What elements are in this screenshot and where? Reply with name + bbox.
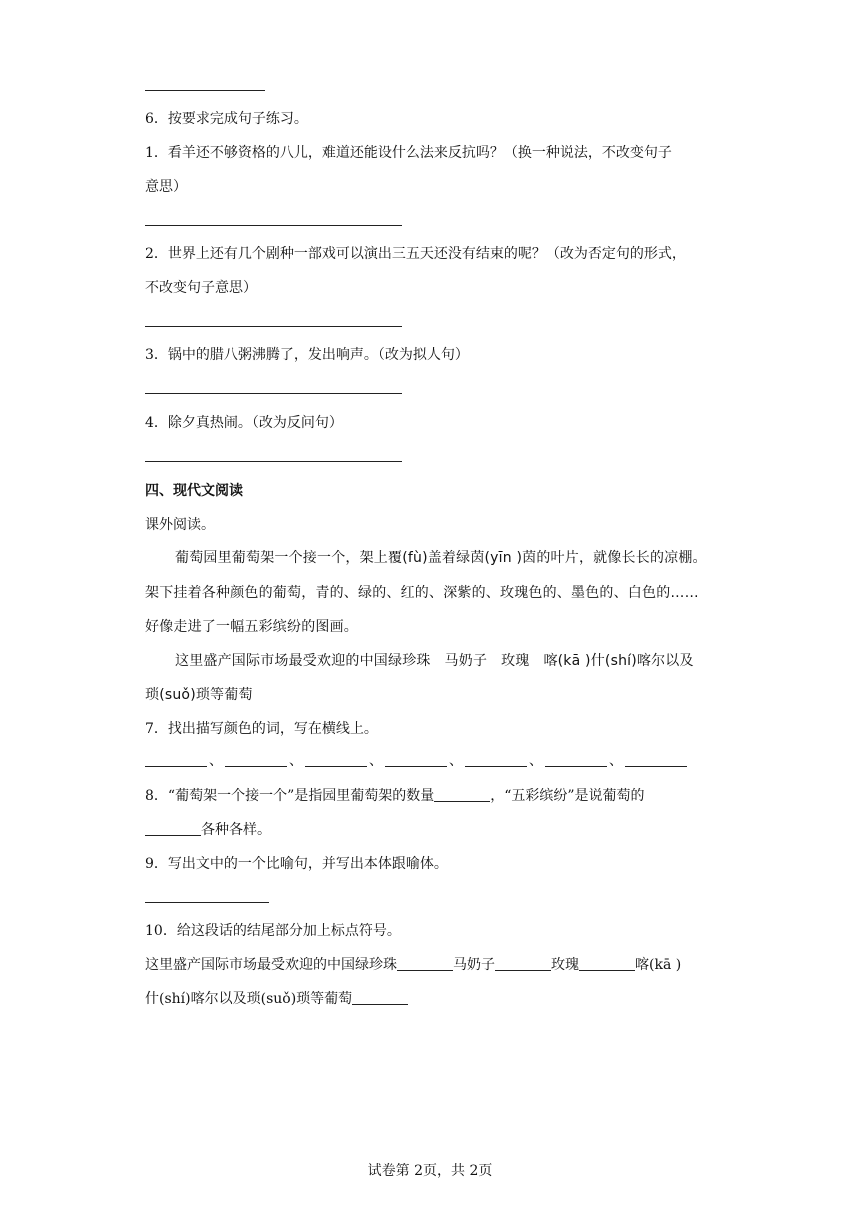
answer-line (145, 225, 402, 226)
answer-blank[interactable] (625, 752, 687, 767)
section-intro: 课外阅读。 (145, 517, 215, 533)
answer-blank[interactable] (145, 821, 201, 836)
page-footer: 试卷第 2页，共 2页 (367, 1163, 493, 1179)
separator: 、 (369, 753, 383, 769)
q8-text: 8．“葡萄架一个接一个”是指园里葡萄架的数量 (145, 788, 435, 804)
q10-text: 喀(kā ) (635, 957, 682, 973)
q6-item-1-line2: 意思） (145, 179, 187, 195)
answer-blank[interactable] (145, 752, 207, 767)
q6-item-2-line1: 2．世界上还有几个剧种一部戏可以演出三五天还没有结束的呢？（改为否定句的形式， (145, 246, 686, 262)
separator: 、 (209, 753, 223, 769)
passage-line: 好像走进了一幅五彩缤纷的图画。 (145, 619, 358, 635)
answer-line (145, 902, 269, 903)
q7-blanks (145, 750, 687, 770)
passage-line: 琐(suǒ)琐等葡萄 (145, 687, 253, 703)
question-8-line1 (145, 785, 645, 805)
passage-line: 这里盛产国际市场最受欢迎的中国绿珍珠 马奶子 玫瑰 喀(kā )什(shí)喀尔以及 (175, 653, 694, 669)
question-6-title: 6．按要求完成句子练习。 (145, 111, 308, 127)
answer-line (145, 393, 402, 394)
answer-blank[interactable] (434, 787, 490, 802)
answer-blank[interactable] (495, 956, 551, 971)
q10-text: 马奶子 (453, 957, 495, 973)
passage-line: 葡萄园里葡萄架一个接一个，架上覆(fù)盖着绿茵(yīn )茵的叶片，就像长长的凉棚。 (175, 550, 707, 566)
separator: 、 (609, 753, 623, 769)
answer-blank[interactable] (305, 752, 367, 767)
question-8-line2 (145, 819, 271, 839)
q6-item-1-line1: 1．看羊还不够资格的八儿，难道还能设什么法来反抗吗？（换一种说法，不改变句子 (145, 145, 672, 161)
question-9-title: 9．写出文中的一个比喻句，并写出本体跟喻体。 (145, 856, 448, 872)
answer-blank[interactable] (579, 956, 635, 971)
answer-blank[interactable] (397, 956, 453, 971)
question-7-title: 7．找出描写颜色的词，写在横线上。 (145, 721, 378, 737)
answer-line (145, 326, 402, 327)
answer-line (145, 90, 265, 91)
q6-item-2-line2: 不改变句子意思） (145, 280, 257, 296)
q10-text: 什(shí)喀尔以及琐(suǒ)琐等葡萄 (145, 991, 353, 1007)
answer-line (145, 461, 402, 462)
answer-blank[interactable] (385, 752, 447, 767)
question-10-title: 10．给这段话的结尾部分加上标点符号。 (145, 923, 401, 939)
q10-text: 玫瑰 (551, 957, 579, 973)
q10-text: 这里盛产国际市场最受欢迎的中国绿珍珠 (145, 957, 397, 973)
q8-text: 各种各样。 (201, 822, 271, 838)
passage-line: 架下挂着各种颜色的葡萄，青的、绿的、红的、深紫的、玫瑰色的、墨色的、白色的…… (145, 585, 699, 601)
separator: 、 (449, 753, 463, 769)
answer-blank[interactable] (352, 990, 408, 1005)
separator: 、 (289, 753, 303, 769)
q10-line1 (145, 954, 681, 974)
q10-line2 (145, 988, 408, 1008)
q6-item-4: 4．除夕真热闹。（改为反问句） (145, 415, 343, 431)
section-heading: 四、现代文阅读 (145, 483, 243, 499)
answer-blank[interactable] (545, 752, 607, 767)
q6-item-3: 3．锅中的腊八粥沸腾了，发出响声。（改为拟人句） (145, 347, 469, 363)
q8-text: ，“五彩缤纷”是说葡萄的 (490, 788, 645, 804)
separator: 、 (529, 753, 543, 769)
answer-blank[interactable] (225, 752, 287, 767)
answer-blank[interactable] (465, 752, 527, 767)
